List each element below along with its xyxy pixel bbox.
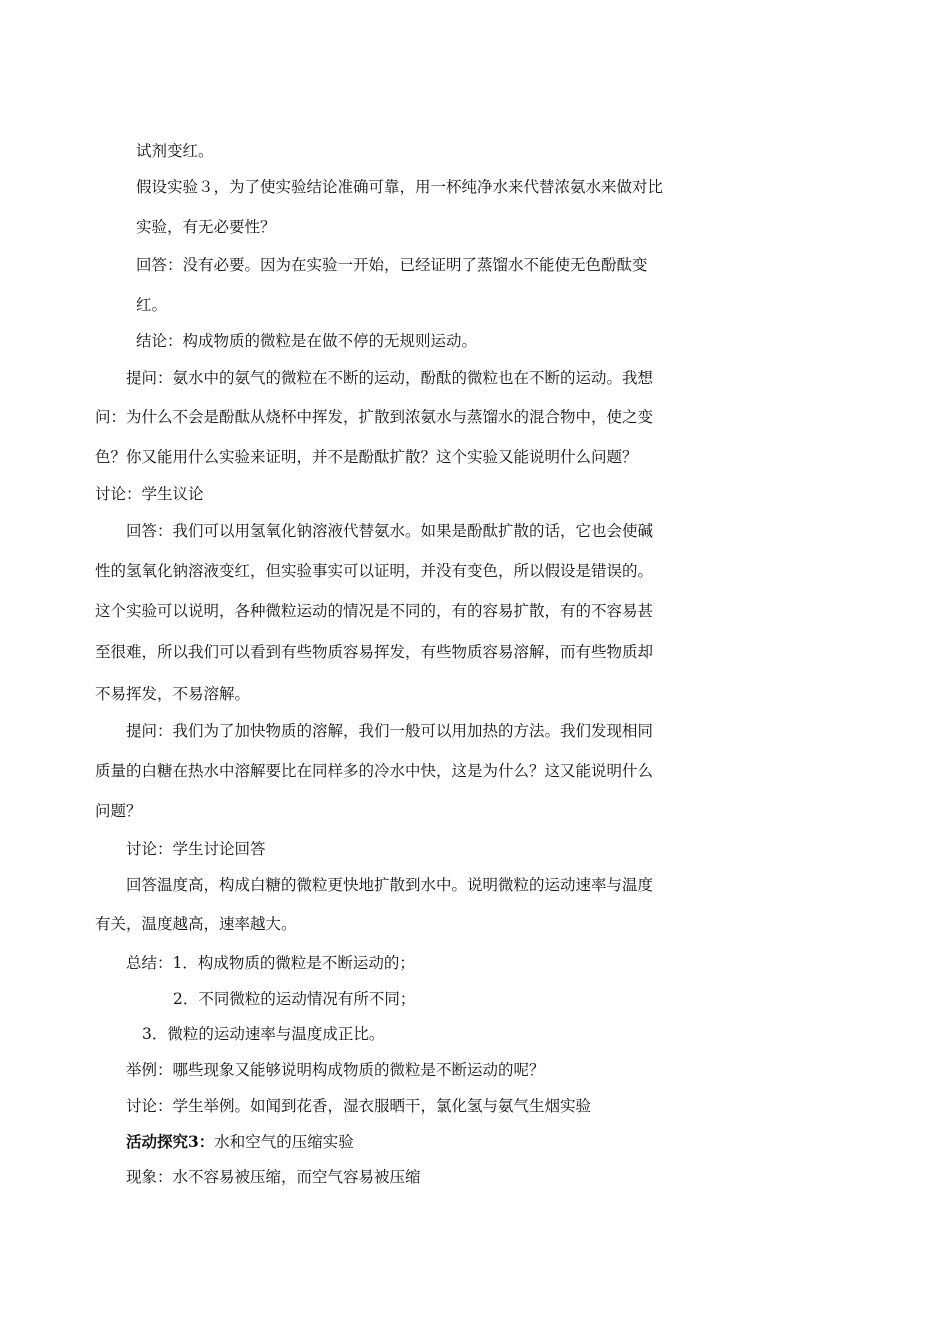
text-line: 至很难，所以我们可以看到有些物质容易挥发，有些物质容易溶解，而有些物质却 [95, 643, 654, 661]
text-line: 这个实验可以说明，各种微粒运动的情况是不同的，有的容易扩散，有的不容易甚 [95, 602, 654, 620]
text-line: 讨论：学生举例。如闻到花香，湿衣服晒干，氯化氢与氨气生烟实验 [126, 1097, 592, 1115]
text-line: 讨论：学生讨论回答 [126, 840, 266, 858]
text-line: 回答温度高，构成白糖的微粒更快地扩散到水中。说明微粒的运动速率与温度 [126, 876, 654, 894]
text-line: 实验，有无必要性？ [136, 218, 276, 236]
activity-title: 水和空气的压缩实验 [214, 1133, 354, 1151]
text-line: 2．不同微粒的运动情况有所不同； [173, 990, 416, 1008]
text-line: 问题？ [95, 802, 142, 820]
text-line: 回答：我们可以用氢氧化钠溶液代替氨水。如果是酚酞扩散的话，它也会使碱 [126, 522, 654, 540]
text-line: 有关，温度越高，速率越大。 [95, 915, 297, 933]
text-line: 假设实验３，为了使实验结论准确可靠，用一杯纯净水来代替浓氨水来做对比 [136, 178, 664, 196]
text-line: 提问：氨水中的氨气的微粒在不断的运动，酚酞的微粒也在不断的运动。我想 [126, 369, 654, 387]
text-line: 举例：哪些现象又能够说明构成物质的微粒是不断运动的呢？ [126, 1061, 545, 1079]
activity-heading: 活动探究3： [126, 1132, 215, 1151]
text-line: 不易挥发，不易溶解。 [95, 685, 251, 703]
text-line: 总结：1．构成物质的微粒是不断运动的； [126, 954, 415, 972]
text-line: 提问：我们为了加快物质的溶解，我们一般可以用加热的方法。我们发现相同 [126, 722, 654, 740]
text-line: 回答：没有必要。因为在实验一开始，已经证明了蒸馏水不能使无色酚酞变 [136, 256, 648, 274]
text-line [126, 1131, 354, 1153]
text-line: 质量的白糖在热水中溶解要比在同样多的冷水中快，这是为什么？这又能说明什么 [95, 762, 654, 780]
text-line: 性的氢氧化钠溶液变红，但实验事实可以证明，并没有变色，所以假设是错误的。 [95, 562, 654, 580]
text-line: 红。 [136, 296, 168, 314]
text-line: 色？你又能用什么实验来证明，并不是酚酞扩散？这个实验又能说明什么问题？ [95, 448, 638, 466]
text-line: 现象：水不容易被压缩，而空气容易被压缩 [126, 1168, 421, 1186]
text-line: 问：为什么不会是酚酞从烧杯中挥发，扩散到浓氨水与蒸馏水的混合物中，使之变 [95, 408, 654, 426]
text-line: 讨论：学生议论 [95, 485, 204, 503]
text-line: 试剂变红。 [136, 142, 214, 160]
text-line: 结论：构成物质的微粒是在做不停的无规则运动。 [136, 332, 478, 350]
text-line: 3．微粒的运动速率与温度成正比。 [142, 1025, 385, 1043]
